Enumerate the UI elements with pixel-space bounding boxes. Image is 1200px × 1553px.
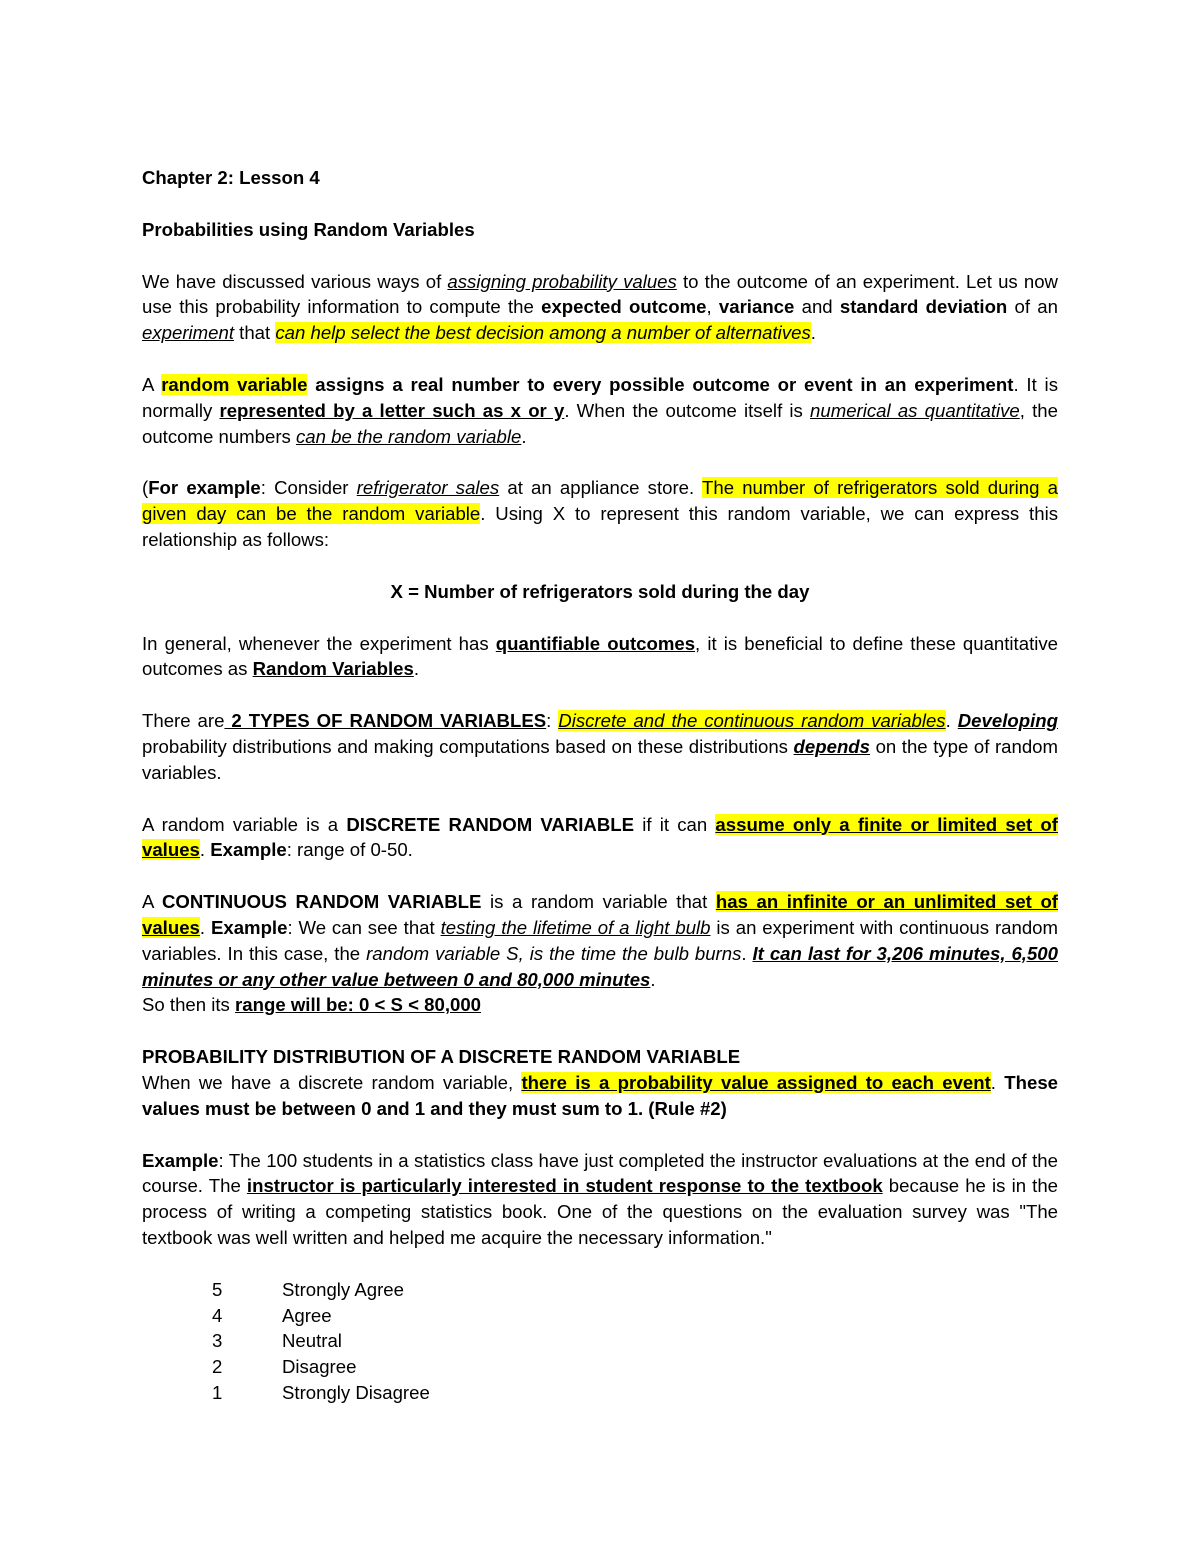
formula-text: X = Number of refrigerators sold during the day (390, 580, 810, 602)
text-run: When we have a discrete random variable, (142, 1071, 522, 1093)
text-run: is an experiment with continuous random variables. In this case, the (142, 916, 1058, 964)
text-run: There are (142, 710, 225, 732)
text-run: because he is in the process of writing a competing statistics book. One of the questions on the evaluation survey was "The textbook was well written and helped me acquire the necessary information." (142, 1175, 1059, 1248)
highlighted-text: there is a probability value assigned to each event (521, 1071, 991, 1093)
rating-number: 4 (212, 1304, 223, 1326)
text-run: . (413, 658, 419, 680)
text-run: assigns a real number to every possible outcome or event in an experiment (307, 373, 1014, 395)
chapter-heading-text: Chapter 2: Lesson 4 (142, 167, 320, 188)
rating-number: 1 (212, 1381, 223, 1403)
document-page (142, 165, 1058, 1406)
text-run: Random Variables (252, 658, 414, 680)
list-item (142, 1328, 1058, 1354)
text-run: We have discussed various ways of (142, 270, 448, 292)
text-run: In general, whenever the experiment has (142, 632, 496, 654)
text-run: It can last for 3,206 minutes, 6,500 minutes or any other value between 0 and 80,000 minutes (142, 942, 1058, 990)
continuous-paragraph (142, 889, 1058, 992)
text-run: ( (142, 477, 149, 499)
text-run: assigning probability values (447, 270, 677, 292)
chapter-heading (142, 165, 1058, 191)
rating-label: Strongly Disagree (282, 1381, 430, 1403)
text-run: is a random variable that (481, 891, 716, 913)
lesson-title (142, 217, 1058, 243)
highlighted-text: Discrete and the continuous random variables (558, 710, 946, 732)
types-paragraph (142, 708, 1058, 785)
text-run: : The 100 students in a statistics class have just completed the instructor evaluations at the end of the course. The (142, 1149, 1058, 1197)
text-run: testing the lifetime of a light bulb (440, 916, 711, 938)
text-run: : We can see that (287, 916, 441, 938)
text-run: range will be: 0 < S < 80,000 (235, 994, 482, 1016)
text-run: quantifiable outcomes (495, 632, 696, 654)
lesson-title-text: Probabilities using Random Variables (142, 218, 475, 240)
rating-scale-list (142, 1277, 1058, 1406)
text-run: and (794, 296, 840, 318)
text-run: So then its (142, 994, 236, 1016)
text-run: A (142, 373, 162, 395)
text-run: numerical as quantitative (810, 399, 1020, 421)
text-run: to the outcome of an experiment. Let us now use this probability information to compute the (142, 270, 1058, 318)
rating-label: Neutral (282, 1330, 342, 1352)
section-heading: PROBABILITY DISTRIBUTION OF A DISCRETE RANDOM VARIABLE (142, 1046, 741, 1068)
text-run: . (945, 710, 958, 732)
text-run: 2 TYPES OF RANDOM VARIABLES (224, 710, 547, 732)
text-run: Developing (957, 710, 1058, 732)
text-run: at an appliance store. (499, 477, 702, 499)
text-run: standard deviation (839, 296, 1008, 318)
text-run: . It is normally (142, 373, 1058, 421)
text-run: A (142, 891, 162, 913)
rating-label: Agree (282, 1304, 332, 1326)
text-run: . (810, 322, 816, 344)
text-run: CONTINUOUS RANDOM VARIABLE (161, 891, 482, 913)
text-run: . (990, 1071, 996, 1093)
list-item (142, 1380, 1058, 1406)
text-run: , it is beneficial to define these quantitative outcomes as (142, 632, 1059, 680)
text-run: : Consider (260, 477, 357, 499)
text-run: experiment (142, 322, 234, 344)
text-run: : (546, 710, 559, 732)
text-run: Example (142, 1149, 219, 1171)
text-run: DISCRETE RANDOM VARIABLE (346, 813, 635, 835)
text-run: of an (1007, 296, 1058, 318)
text-run: random variable S, is the time the bulb burns (366, 942, 742, 964)
rating-label: Disagree (282, 1356, 357, 1378)
text-run: These values must be between 0 and 1 and they must sum to 1. (Rule #2) (142, 1071, 1058, 1119)
list-item (142, 1354, 1058, 1380)
text-run: Example (210, 916, 288, 938)
text-run: represented by a letter such as x or y (219, 399, 565, 421)
random-variable-paragraph (142, 372, 1058, 449)
text-run: , (706, 296, 719, 318)
text-run: . (199, 916, 211, 938)
survey-example-paragraph (142, 1148, 1058, 1251)
text-run: . (521, 425, 527, 447)
range-line (142, 992, 1058, 1018)
text-run: variance (718, 296, 795, 318)
text-run: probability distributions and making computations based on these distributions (142, 735, 794, 757)
text-run: , the outcome numbers (142, 399, 1058, 447)
text-run: depends (793, 735, 871, 757)
text-run: . (650, 968, 656, 990)
list-item (142, 1277, 1058, 1303)
highlighted-text: has an infinite or an unlimited set of values (142, 891, 1058, 938)
text-run: expected outcome (541, 296, 707, 318)
text-run: Example (210, 839, 287, 861)
rating-number: 3 (212, 1330, 223, 1352)
rating-number: 5 (212, 1278, 223, 1300)
text-run: refrigerator sales (356, 477, 500, 499)
general-paragraph (142, 631, 1058, 683)
rating-number: 2 (212, 1356, 223, 1378)
text-run: . (199, 839, 211, 861)
highlighted-text: can help select the best decision among a number of alternatives (275, 322, 811, 344)
text-run: . When the outcome itself is (564, 399, 811, 421)
example-paragraph (142, 475, 1058, 552)
intro-paragraph (142, 269, 1058, 346)
text-run: A random variable is a (142, 813, 347, 835)
text-run: can be the random variable (296, 425, 522, 447)
rating-label: Strongly Agree (282, 1278, 404, 1300)
formula (142, 579, 1058, 605)
text-run: : range of 0-50. (286, 839, 413, 861)
highlighted-text: The number of refrigerators sold during a given day can be the random variable (142, 477, 1058, 525)
list-item (142, 1303, 1058, 1329)
highlighted-text: assume only a finite or limited set of values (142, 813, 1058, 861)
distribution-section (142, 1044, 1058, 1121)
text-run: on the type of random variables. (142, 735, 1059, 783)
text-run: . Using X to represent this random variable, we can express this relationship as follows: (142, 503, 1058, 550)
highlighted-text: random variable (161, 373, 308, 395)
text-run: instructor is particularly interested in student response to the textbook (246, 1175, 883, 1197)
text-run: . (741, 942, 753, 964)
text-run: For example (148, 477, 261, 499)
text-run: that (233, 322, 276, 344)
discrete-paragraph (142, 812, 1058, 864)
text-run: if it can (634, 813, 716, 835)
